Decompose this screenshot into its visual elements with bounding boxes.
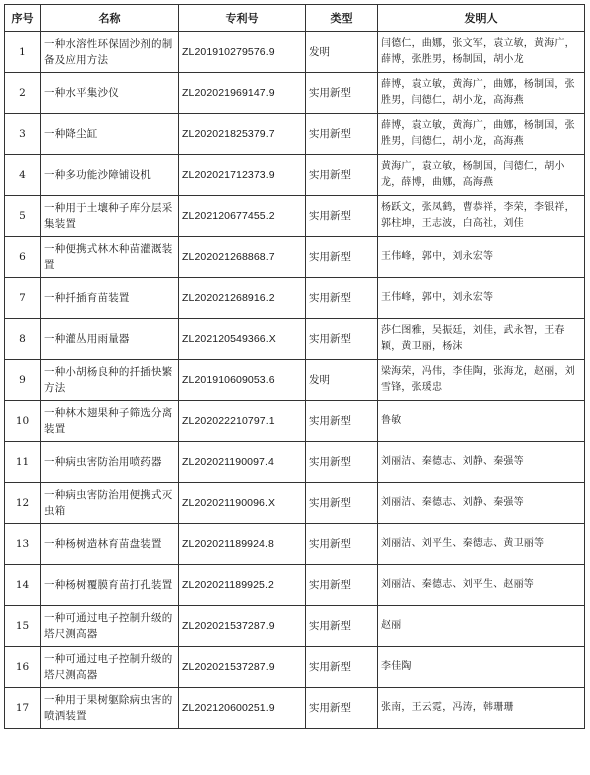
table-row <box>5 606 585 647</box>
cell-type: 实用新型 <box>306 114 378 155</box>
cell-patent-number: ZL202021825379.7 <box>179 114 306 155</box>
cell-patent-number: ZL202021189924.8 <box>179 524 306 565</box>
header-no: 序号 <box>5 5 41 32</box>
table-row <box>5 524 585 565</box>
row-number: 10 <box>15 415 30 427</box>
row-number: 12 <box>15 497 30 509</box>
cell-inventors: 刘丽洁、刘平生、秦德志、黄卫丽等 <box>378 524 585 565</box>
cell-name: 一种降尘缸 <box>41 114 179 155</box>
cell-no <box>5 73 41 114</box>
cell-patent-number: ZL202120549366.X <box>179 319 306 360</box>
row-number: 14 <box>15 579 30 591</box>
cell-no <box>5 319 41 360</box>
cell-patent-number: ZL202021712373.9 <box>179 155 306 196</box>
table-row <box>5 32 585 73</box>
cell-name: 一种灌丛用雨量器 <box>41 319 179 360</box>
table-row <box>5 196 585 237</box>
cell-inventors: 闫德仁，曲娜，张文军，袁立敏，黄海广，薛博，张胜男，杨制国，胡小龙 <box>378 32 585 73</box>
cell-type: 实用新型 <box>306 401 378 442</box>
cell-patent-number: ZL202120600251.9 <box>179 688 306 729</box>
cell-patent-number: ZL202120677455.2 <box>179 196 306 237</box>
cell-name: 一种杨树覆膜育苗打孔装置 <box>41 565 179 606</box>
row-number: 6 <box>19 251 26 263</box>
cell-patent-number: ZL202021537287.9 <box>179 647 306 688</box>
cell-no <box>5 32 41 73</box>
cell-type: 实用新型 <box>306 319 378 360</box>
cell-type: 实用新型 <box>306 155 378 196</box>
row-number: 17 <box>15 702 30 714</box>
cell-patent-number: ZL202021268868.7 <box>179 237 306 278</box>
cell-name: 一种杨树造林育苗盘装置 <box>41 524 179 565</box>
cell-no <box>5 524 41 565</box>
table-row <box>5 442 585 483</box>
cell-no <box>5 565 41 606</box>
row-number: 3 <box>19 128 26 140</box>
header-patent: 专利号 <box>179 5 306 32</box>
table-row <box>5 401 585 442</box>
row-number: 15 <box>15 620 30 632</box>
table-row <box>5 319 585 360</box>
row-number: 16 <box>15 661 30 673</box>
header-row <box>5 5 585 32</box>
cell-no <box>5 483 41 524</box>
cell-inventors: 李佳陶 <box>378 647 585 688</box>
cell-inventors: 莎仁图雅，吴振廷，刘佳，武永智，王春颖，黄卫丽，杨沫 <box>378 319 585 360</box>
cell-inventors: 刘丽洁、秦德志、刘平生、赵丽等 <box>378 565 585 606</box>
cell-patent-number: ZL201910609053.6 <box>179 360 306 401</box>
cell-name: 一种多功能沙障铺设机 <box>41 155 179 196</box>
table-row <box>5 483 585 524</box>
table-row <box>5 647 585 688</box>
row-number: 7 <box>19 292 26 304</box>
cell-inventors: 薛博，袁立敏，黄海广，曲娜，杨制国，张胜男，闫德仁，胡小龙，高海燕 <box>378 73 585 114</box>
cell-name: 一种扦插育苗装置 <box>41 278 179 319</box>
cell-inventors: 刘丽洁、秦德志、刘静、秦强等 <box>378 483 585 524</box>
cell-name: 一种用于土壤种子库分层采集装置 <box>41 196 179 237</box>
cell-type: 实用新型 <box>306 688 378 729</box>
cell-inventors: 刘丽洁、秦德志、刘静、秦强等 <box>378 442 585 483</box>
row-number: 1 <box>19 46 26 58</box>
cell-type: 实用新型 <box>306 483 378 524</box>
table-row <box>5 237 585 278</box>
cell-type: 实用新型 <box>306 278 378 319</box>
cell-type: 发明 <box>306 360 378 401</box>
cell-type: 实用新型 <box>306 237 378 278</box>
cell-inventors: 杨跃文，张凤鹤，曹恭祥，李荣，李银祥，郭柱坤，王志波，白高社，刘佳 <box>378 196 585 237</box>
cell-patent-number: ZL202022210797.1 <box>179 401 306 442</box>
row-number: 11 <box>15 456 30 468</box>
cell-no <box>5 237 41 278</box>
cell-patent-number: ZL202021189925.2 <box>179 565 306 606</box>
cell-type: 实用新型 <box>306 196 378 237</box>
cell-name: 一种病虫害防治用便携式灭虫箱 <box>41 483 179 524</box>
table-row <box>5 114 585 155</box>
cell-inventors: 赵丽 <box>378 606 585 647</box>
cell-patent-number: ZL201910279576.9 <box>179 32 306 73</box>
table-row <box>5 155 585 196</box>
row-number: 5 <box>19 210 26 222</box>
row-number: 8 <box>19 333 26 345</box>
cell-name: 一种病虫害防治用喷药器 <box>41 442 179 483</box>
cell-no <box>5 401 41 442</box>
patent-table <box>4 4 585 729</box>
cell-name: 一种可通过电子控制升级的塔尺测高器 <box>41 647 179 688</box>
cell-type: 实用新型 <box>306 606 378 647</box>
row-number: 13 <box>15 538 30 550</box>
cell-name: 一种水平集沙仪 <box>41 73 179 114</box>
header-name: 名称 <box>41 5 179 32</box>
cell-no <box>5 155 41 196</box>
cell-no <box>5 688 41 729</box>
cell-type: 实用新型 <box>306 524 378 565</box>
cell-patent-number: ZL202021969147.9 <box>179 73 306 114</box>
table-row <box>5 688 585 729</box>
table-row <box>5 278 585 319</box>
cell-no <box>5 196 41 237</box>
cell-no <box>5 360 41 401</box>
cell-patent-number: ZL202021190097.4 <box>179 442 306 483</box>
header-type: 类型 <box>306 5 378 32</box>
cell-patent-number: ZL202021190096.X <box>179 483 306 524</box>
header-inventors: 发明人 <box>378 5 585 32</box>
cell-name: 一种林木翅果种子筛选分离装置 <box>41 401 179 442</box>
table-row <box>5 565 585 606</box>
cell-name: 一种水溶性环保固沙剂的制备及应用方法 <box>41 32 179 73</box>
cell-no <box>5 114 41 155</box>
cell-no <box>5 278 41 319</box>
row-number: 9 <box>19 374 26 386</box>
cell-type: 实用新型 <box>306 442 378 483</box>
table-row <box>5 360 585 401</box>
row-number: 4 <box>19 169 26 181</box>
cell-type: 实用新型 <box>306 73 378 114</box>
cell-name: 一种便携式林木种苗灌溉装置 <box>41 237 179 278</box>
cell-no <box>5 442 41 483</box>
table-row <box>5 73 585 114</box>
cell-type: 实用新型 <box>306 647 378 688</box>
cell-no <box>5 647 41 688</box>
cell-patent-number: ZL202021537287.9 <box>179 606 306 647</box>
cell-name: 一种用于果树躯除病虫害的喷洒装置 <box>41 688 179 729</box>
cell-inventors: 黄海广，袁立敏，杨制国，闫德仁，胡小龙，薛博，曲娜，高海燕 <box>378 155 585 196</box>
cell-inventors: 王伟峰，郭中，刘永宏等 <box>378 237 585 278</box>
cell-inventors: 梁海荣，冯伟，李佳陶，张海龙，赵丽，刘雪锋，张瑗忠 <box>378 360 585 401</box>
row-number: 2 <box>19 87 26 99</box>
cell-type: 实用新型 <box>306 565 378 606</box>
cell-patent-number: ZL202021268916.2 <box>179 278 306 319</box>
cell-inventors: 鲁敏 <box>378 401 585 442</box>
cell-no <box>5 606 41 647</box>
cell-inventors: 薛博，袁立敏，黄海广，曲娜，杨制国，张胜男，闫德仁，胡小龙，高海燕 <box>378 114 585 155</box>
cell-type: 发明 <box>306 32 378 73</box>
cell-inventors: 王伟峰，郭中，刘永宏等 <box>378 278 585 319</box>
cell-name: 一种小胡杨良种的扦插快繁方法 <box>41 360 179 401</box>
cell-inventors: 张南，王云霓，冯涛，韩珊珊 <box>378 688 585 729</box>
cell-name: 一种可通过电子控制升级的塔尺测高器 <box>41 606 179 647</box>
